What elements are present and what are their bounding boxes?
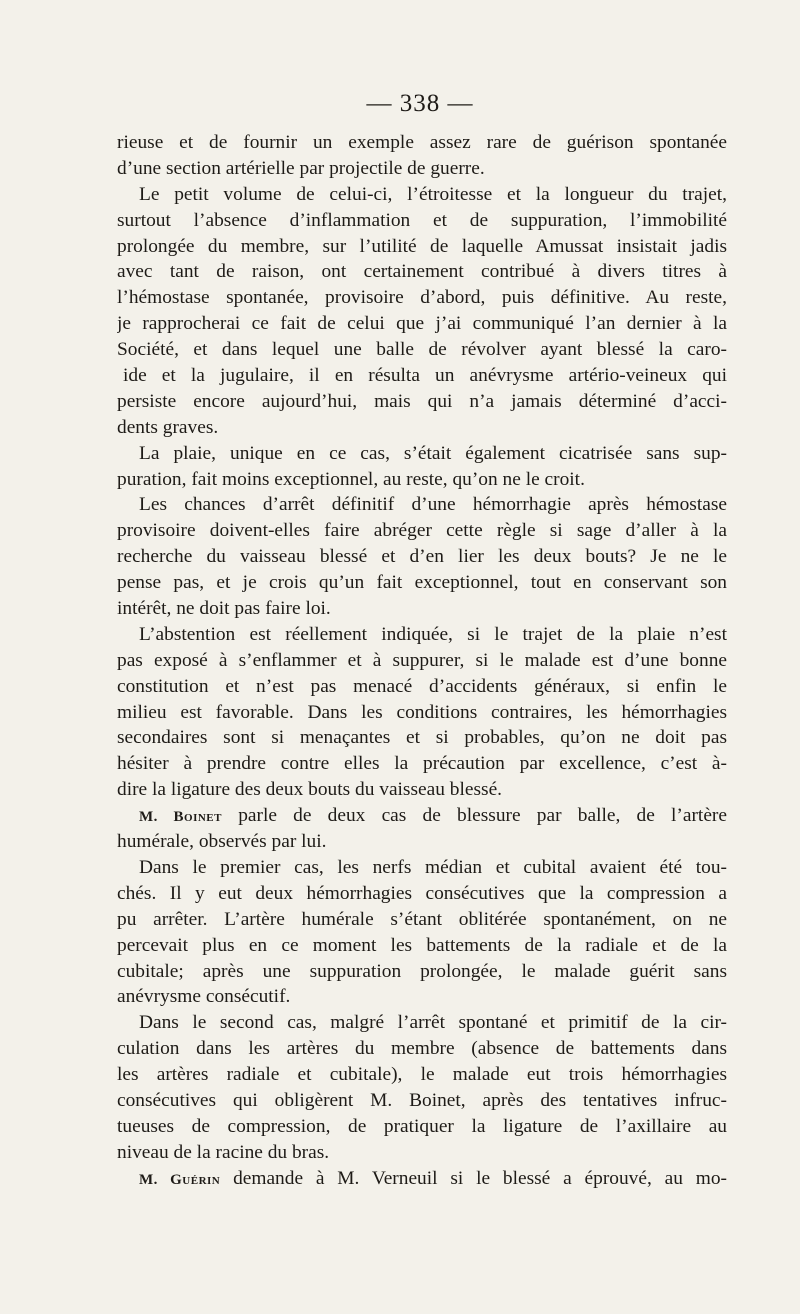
text-line: les artères radiale et cubitale), le malade eut trois hémorrhagies — [117, 1064, 727, 1086]
speaker-name: M. Guérin — [139, 1171, 221, 1188]
text-line: prolongée du membre, sur l’utilité de laquelle Amussat insistait jadis — [117, 235, 727, 257]
text-line: dire la ligature des deux bouts du vaisseau blessé. — [117, 779, 503, 801]
text-line: milieu est favorable. Dans les conditions contraires, les hémorrhagies — [117, 701, 727, 723]
text-line: pu arrêter. L’artère humérale s’étant oblitérée spontanément, on ne — [117, 908, 727, 930]
text-line: percevait plus en ce moment les battements de la radiale et de la — [117, 934, 727, 956]
text-line: Dans le second cas, malgré l’arrêt spontané et primitif de la cir- — [139, 1012, 727, 1034]
speaker-text: parle de deux cas de blessure par balle, de l’artère — [221, 805, 727, 827]
text-line: Société, et dans lequel une balle de révolver ayant blessé la caro- — [117, 339, 727, 361]
text-line: puration, fait moins exceptionnel, au reste, qu’on ne le croit. — [117, 468, 585, 490]
text-line: avec tant de raison, ont certainement contribué à divers titres à — [117, 261, 727, 283]
text-line: niveau de la racine du bras. — [117, 1141, 330, 1163]
page-number: — 338 — — [366, 90, 474, 117]
text-line: secondaires sont si menaçantes et si probables, qu’on ne doit pas — [117, 727, 727, 749]
text-line: consécutives qui obligèrent M. Boinet, après des tentatives infruc- — [117, 1089, 727, 1111]
text-line: anévrysme consécutif. — [117, 986, 291, 1008]
body-text — [117, 130, 727, 1192]
text-line: intérêt, ne doit pas faire loi. — [117, 598, 331, 620]
speaker-line — [117, 803, 727, 829]
text-line: La plaie, unique en ce cas, s’était également cicatrisée sans sup- — [139, 442, 727, 464]
text-line: recherche du vaisseau blessé et d’en lier les deux bouts? Je ne le — [117, 546, 727, 568]
text-line: l’hémostase spontanée, provisoire d’abord, puis définitive. Au reste, — [117, 287, 727, 309]
text-line: humérale, observés par lui. — [117, 831, 327, 853]
text-line: provisoire doivent-elles faire abréger cette règle si sage d’aller à la — [117, 520, 727, 542]
text-line: dents graves. — [117, 416, 219, 438]
text-line: d’une section artérielle par projectile de guerre. — [117, 157, 485, 179]
text-line: hésiter à prendre contre elles la précaution par excellence, c’est à- — [117, 753, 727, 775]
text-line: pense pas, et je crois qu’un fait exceptionnel, tout en conservant son — [117, 572, 727, 594]
text-line: constitution et n’est pas menacé d’accidents généraux, si enfin le — [117, 675, 727, 697]
text-line: L’abstention est réellement indiquée, si le trajet de la plaie n’est — [139, 623, 727, 645]
text-line: je rapprocherai ce fait de celui que j’ai communiqué l’an dernier à la — [117, 313, 727, 335]
text-line: tueuses de compression, de pratiquer la ligature de l’axillaire au — [117, 1115, 727, 1137]
text-line: persiste encore aujourd’hui, mais qui n’a jamais déterminé d’acci- — [117, 390, 727, 412]
text-line: surtout l’absence d’inflammation et de suppuration, l’immobilité — [117, 209, 727, 231]
speaker-line — [117, 1166, 727, 1192]
text-line: Le petit volume de celui-ci, l’étroitesse et la longueur du trajet, — [139, 183, 727, 205]
text-line: ide et la jugulaire, il en résulta un anévrysme artério-veineux qui — [123, 365, 727, 387]
text-line: culation dans les artères du membre (absence de battements dans — [117, 1038, 727, 1060]
text-line: rieuse et de fournir un exemple assez rare de guérison spontanée — [117, 132, 727, 153]
text-line: pas exposé à s’enflammer et à suppurer, si le malade est d’une bonne — [117, 649, 727, 671]
text-line: chés. Il y eut deux hémorrhagies consécutives que la compression a — [117, 882, 727, 904]
text-line: Les chances d’arrêt définitif d’une hémorrhagie après hémostase — [139, 494, 727, 516]
text-line: Dans le premier cas, les nerfs médian et cubital avaient été tou- — [139, 856, 727, 878]
speaker-text: demande à M. Verneuil si le blessé a éprouvé, au mo- — [220, 1167, 727, 1189]
speaker-name: M. Boinet — [139, 809, 222, 826]
text-line: cubitale; après une suppuration prolongée, le malade guérit sans — [117, 960, 727, 982]
